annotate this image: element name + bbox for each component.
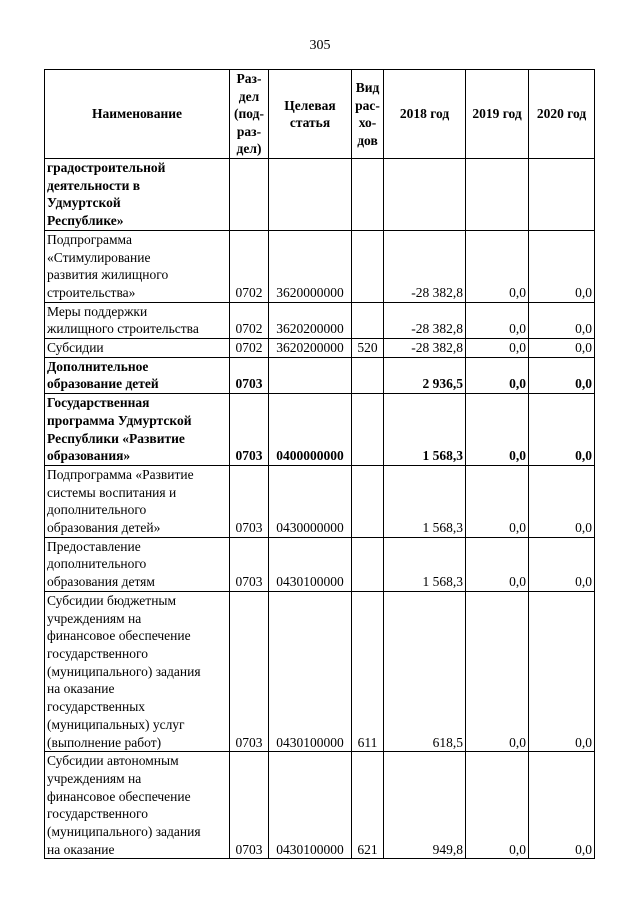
row-2019: 0,0 (466, 591, 529, 751)
row-name-line: Меры поддержки (47, 303, 148, 319)
row-name-line: жилищного строительства (47, 321, 199, 337)
row-name-line: Государственная (47, 395, 150, 411)
row-name (45, 752, 230, 859)
row-2020: 0,0 (529, 357, 595, 393)
row-name-line: системы воспитания и (47, 484, 177, 500)
header-line: дел (238, 88, 260, 104)
row-name-line: образования» (47, 448, 131, 464)
row-name-line: программа Удмуртской (47, 412, 192, 428)
row-2018: -28 382,8 (384, 302, 466, 338)
row-2018: 618,5 (384, 591, 466, 751)
row-2019: 0,0 (466, 302, 529, 338)
row-name-line: образование детей (47, 376, 159, 392)
header-line: дел) (236, 141, 262, 157)
header-line: рас- (355, 97, 380, 113)
header-line: Целевая (284, 97, 336, 113)
table-row (45, 465, 595, 537)
row-name-line: Субсидии бюджетным (47, 592, 177, 608)
row-name-line: учреждениям на (47, 610, 142, 626)
row-target: 0430000000 (269, 465, 352, 537)
row-name-line: дополнительного (47, 556, 147, 572)
header-2019: 2019 год (466, 70, 529, 159)
row-target: 0430100000 (269, 752, 352, 859)
row-2018 (384, 159, 466, 231)
row-section: 0703 (230, 357, 269, 393)
row-2019: 0,0 (466, 230, 529, 302)
row-2020: 0,0 (529, 230, 595, 302)
header-line: хо- (358, 115, 377, 130)
row-2019 (466, 159, 529, 231)
row-name-line: на оказание (47, 841, 115, 857)
row-section: 0703 (230, 465, 269, 537)
row-target: 0430100000 (269, 591, 352, 751)
row-2020: 0,0 (529, 465, 595, 537)
row-name (45, 537, 230, 591)
header-name: Наименование (45, 70, 230, 159)
table-row (45, 394, 595, 466)
row-target (269, 159, 352, 231)
row-2018: 1 568,3 (384, 537, 466, 591)
table-row (45, 302, 595, 338)
row-name (45, 339, 230, 358)
table-row (45, 339, 595, 358)
row-2020: 0,0 (529, 302, 595, 338)
row-2020: 0,0 (529, 537, 595, 591)
row-name-line: на оказание (47, 681, 115, 697)
table-row (45, 591, 595, 751)
header-line: Раз- (236, 71, 262, 87)
table-row (45, 537, 595, 591)
row-section: 0703 (230, 591, 269, 751)
table-row (45, 752, 595, 859)
header-line: раз- (236, 123, 262, 139)
row-2018: -28 382,8 (384, 230, 466, 302)
row-name-line: государственных (47, 699, 146, 715)
row-section: 0703 (230, 537, 269, 591)
row-target: 0400000000 (269, 394, 352, 466)
row-name (45, 465, 230, 537)
row-name-line: Дополнительное (47, 358, 149, 374)
row-name (45, 159, 230, 231)
row-2020: 0,0 (529, 752, 595, 859)
row-2018: 2 936,5 (384, 357, 466, 393)
row-name-line: образования детей» (47, 520, 161, 536)
row-name-line: градостроительной (47, 160, 166, 175)
header-line: дов (357, 132, 378, 148)
header-line: (под- (234, 106, 264, 122)
row-section: 0702 (230, 339, 269, 358)
row-2018: 949,8 (384, 752, 466, 859)
row-target: 0430100000 (269, 537, 352, 591)
row-type: 520 (352, 339, 384, 358)
row-2020: 0,0 (529, 339, 595, 358)
header-2018: 2018 год (384, 70, 466, 159)
row-2020: 0,0 (529, 394, 595, 466)
row-name-line: Удмуртской (47, 195, 121, 211)
row-section: 0702 (230, 230, 269, 302)
row-type (352, 230, 384, 302)
row-target (269, 357, 352, 393)
row-name-line: (муниципальных) услуг (47, 716, 185, 732)
row-target: 3620200000 (269, 339, 352, 358)
header-type (352, 70, 384, 159)
row-2019: 0,0 (466, 357, 529, 393)
row-name-line: деятельности в (47, 177, 141, 193)
row-2020: 0,0 (529, 591, 595, 751)
table-header-row (45, 70, 595, 159)
row-name-line: государственного (47, 645, 148, 661)
row-type (352, 537, 384, 591)
row-2019: 0,0 (466, 394, 529, 466)
row-section (230, 159, 269, 231)
header-section (230, 70, 269, 159)
row-target: 3620200000 (269, 302, 352, 338)
row-type (352, 394, 384, 466)
row-type (352, 357, 384, 393)
row-type (352, 465, 384, 537)
row-target: 3620000000 (269, 230, 352, 302)
header-line: Вид (355, 80, 380, 95)
row-name-line: Подпрограмма (47, 231, 132, 247)
row-name-line: строительства» (47, 284, 136, 300)
page-number: 305 (309, 38, 331, 53)
row-name (45, 394, 230, 466)
table-row (45, 357, 595, 393)
row-name-line: учреждениям на (47, 770, 142, 786)
row-2018: 1 568,3 (384, 394, 466, 466)
row-type: 621 (352, 752, 384, 859)
row-name (45, 302, 230, 338)
row-name-line: государственного (47, 806, 148, 822)
row-name-line: (выполнение работ) (47, 734, 162, 750)
row-name-line: Предоставление (47, 538, 141, 554)
table-body (45, 159, 595, 859)
table-row (45, 230, 595, 302)
row-name-line: развития жилищного (47, 267, 169, 283)
row-section: 0703 (230, 394, 269, 466)
row-name-line: Подпрограмма «Развитие (47, 466, 194, 482)
row-name (45, 230, 230, 302)
row-name-line: образования детям (47, 574, 155, 590)
row-name-line: «Стимулирование (47, 249, 151, 265)
table-row (45, 159, 595, 231)
row-section: 0703 (230, 752, 269, 859)
row-section: 0702 (230, 302, 269, 338)
header-2020: 2020 год (529, 70, 595, 159)
row-name (45, 591, 230, 751)
row-2018: 1 568,3 (384, 465, 466, 537)
row-name-line: дополнительного (47, 502, 147, 518)
row-2020 (529, 159, 595, 231)
row-2019: 0,0 (466, 465, 529, 537)
row-2019: 0,0 (466, 752, 529, 859)
header-target (269, 70, 352, 159)
row-2018: -28 382,8 (384, 339, 466, 358)
row-name-line: Республике» (47, 213, 124, 229)
row-name-line: Республики «Развитие (47, 430, 185, 446)
row-2019: 0,0 (466, 537, 529, 591)
header-line: статья (289, 115, 331, 130)
budget-table (44, 69, 595, 859)
row-name-line: Субсидии автономным (47, 753, 179, 769)
row-name-line: (муниципального) задания (47, 663, 201, 679)
row-name-line: Субсидии (47, 340, 104, 356)
row-type (352, 159, 384, 231)
row-name (45, 357, 230, 393)
row-2019: 0,0 (466, 339, 529, 358)
row-name-line: (муниципального) задания (47, 824, 201, 840)
row-name-line: финансовое обеспечение (47, 788, 191, 804)
row-type (352, 302, 384, 338)
row-type: 611 (352, 591, 384, 751)
row-name-line: финансовое обеспечение (47, 628, 191, 644)
